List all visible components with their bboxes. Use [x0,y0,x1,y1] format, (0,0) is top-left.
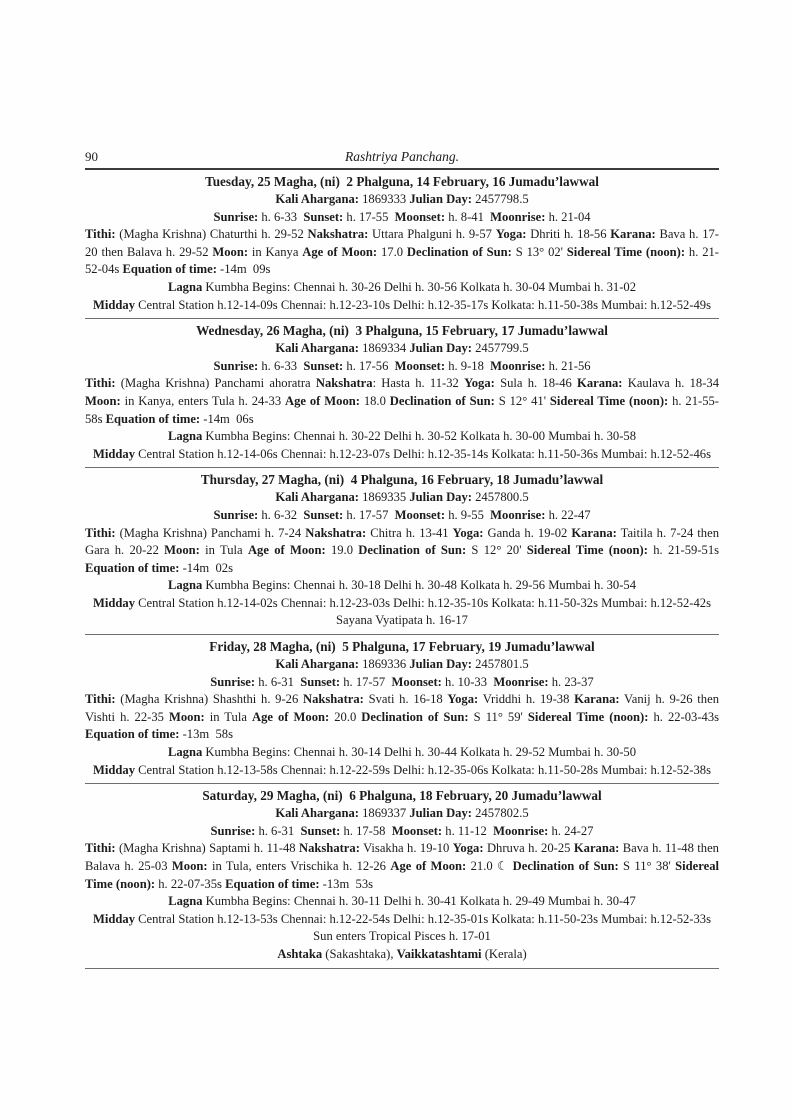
text-value: Central Station h.12-14-02s Chennai: h.12-23-03s Delhi: h.12-35-10s Kolkata: h.11-50-32s Mumbai: h.12-52-42s [135,595,711,610]
sunrise-sunset-line [85,823,719,841]
lagna-line [85,279,719,297]
text-value: Sayana Vyatipata h. 16-17 [336,613,468,628]
text-value: in Tula [204,709,252,724]
text-value: Vanij h. 9-26 then Vishti h. 22-35 [85,692,719,724]
bold-label: Karana: [577,376,623,391]
bold-label: Julian Day: [409,806,472,821]
bold-label: Tithi: [85,692,116,707]
text-value: in Tula [199,543,248,558]
bold-label: Equation of time: [85,727,180,742]
text-value: Chitra h. 13-41 [366,525,453,540]
bold-label: Julian Day: [409,490,472,505]
text-value: Vriddhi h. 19-38 [478,692,575,707]
bold-label: Julian Day: [409,192,472,206]
text-value: Kumbha Begins: Chennai h. 30-14 Delhi h. 30-44 Kolkata h. 29-52 Mumbai h. 30-50 [202,745,637,760]
text-value: S 11° 59' [468,709,528,724]
day-title: Wednesday, 26 Magha, (ni) 3 Phalguna, 15 February, 17 Jumadu’lawwal [196,323,608,339]
text-value: Central Station h.12-13-53s Chennai: h.12-22-54s Delhi: h.12-35-01s Kolkata: h.11-50-23s Mumbai: h.12-52-33s [135,911,711,926]
bold-label: Julian Day: [409,341,472,356]
bold-label: Kali Ahargana: [275,657,359,672]
bold-label: Sidereal Time (noon): [527,709,649,724]
text-value: Kumbha Begins: Chennai h. 30-22 Delhi h. 30-52 Kolkata h. 30-00 Mumbai h. 30-58 [202,429,637,444]
day-entry-tuesday-25-magha [85,170,719,319]
text-value: h. 9-18 [445,358,491,373]
bold-label: Age of Moon: [390,859,467,873]
text-value: Central Station h.12-13-58s Chennai: h.12-22-59s Delhi: h.12-35-06s Kolkata: h.11-50-28s Mumbai: h.12-52-38s [135,762,711,777]
bold-label: Kali Ahargana: [275,341,359,356]
bold-label: Yoga: [447,692,479,707]
bold-label: Age of Moon: [247,543,326,558]
bold-label: Sunset: [303,209,344,224]
page-number: 90 [85,149,98,164]
bold-label: Lagna [168,894,203,909]
text-value: (Sakashtaka), [322,946,397,961]
text-value: (Magha Krishna) Panchami ahoratra [115,376,316,391]
bold-label: Karana: [573,841,620,856]
text-value: 19.0 [325,543,359,558]
text-value: h. 6-31 [255,674,301,689]
day-title: Tuesday, 25 Magha, (ni) 2 Phalguna, 14 February, 16 Jumadu’lawwal [205,174,599,189]
text-value: h. 6-32 [258,507,304,522]
bold-label: Declination of Sun: [406,244,512,259]
bold-label: Declination of Sun: [358,543,467,558]
text-value: 2457801.5 [471,657,529,672]
sunrise-sunset-line [85,209,719,227]
text-value: h. 17-56 [343,358,395,373]
text-value: 2457799.5 [471,341,529,356]
bold-label: Age of Moon: [302,244,378,259]
bold-label: Kali Ahargana: [275,192,359,206]
bold-label: Sunset: [300,823,341,838]
bold-label: Sunrise: [213,358,259,373]
bold-label: Nakshatra: [305,525,367,540]
bold-label: Tithi: [85,525,116,540]
text-value: 1869333 [358,192,410,206]
text-value: 18.0 [359,393,390,408]
bold-label: Nakshatra [315,376,373,391]
text-value: : Hasta h. 11-32 [372,376,465,391]
text-value: h. 6-31 [255,823,301,838]
text-value: Uttara Phalguni h. 9-57 [368,227,496,242]
bold-label: Moonrise: [493,823,549,838]
midday-line [85,762,719,780]
text-value: h. 22-47 [545,507,591,522]
bold-label: Moonset: [394,358,446,373]
text-value: Dhruva h. 20-25 [483,841,574,856]
text-value: 21.0 ☾ [466,859,513,873]
bold-label: Moonset: [394,507,446,522]
bold-label: Declination of Sun: [389,393,495,408]
text-value: Central Station h.12-14-06s Chennai: h.12-23-07s Delhi: h.12-35-14s Kolkata: h.11-50-36s Mumbai: h.12-52-46s [135,446,711,461]
text-value: 1869334 [358,341,410,356]
bold-label: Tithi: [85,227,116,242]
bold-label: Midday [93,911,135,926]
text-value: h. 17-57 [340,674,392,689]
bold-label: Nakshatra: [307,227,369,242]
text-value: (Magha Krishna) Shashthi h. 9-26 [115,692,303,707]
bold-label: Yoga: [464,376,495,391]
bold-label: Midday [93,297,135,312]
text-value: Svati h. 16-18 [363,692,448,707]
text-value: 20.0 [329,709,362,724]
text-value: 1869337 [358,806,410,821]
bold-label: Nakshatra: [299,841,360,856]
text-value: 2457798.5 [471,192,529,206]
bold-label: Sunset: [303,507,344,522]
text-value: 2457800.5 [471,490,529,505]
bold-label: Midday [93,595,135,610]
text-value: h. 21-55-58s [85,393,719,426]
text-value: -14m 09s [216,262,271,277]
bold-label: Yoga: [452,841,484,856]
bold-label: Yoga: [495,227,527,242]
day-entry-thursday-27-magha [85,468,719,635]
lagna-line [85,577,719,595]
midday-line [85,911,719,929]
bold-label: Moon: [164,543,200,558]
text-value: Central Station h.12-14-09s Chennai: h.12-23-10s Delhi: h.12-35-17s Kolkata: h.11-50-38s Mumbai: h.12-52-49s [135,297,711,312]
text-value: h. 21-52-04s [85,244,720,277]
text-value: h. 17-58 [340,823,392,838]
bold-label: Sidereal Time (noon): [526,543,648,558]
day-entry-friday-28-magha [85,635,719,784]
bold-label: Declination of Sun: [512,859,619,873]
text-value: in Kanya, enters Tula h. 24-33 [120,393,286,408]
bold-label: Moonrise: [490,209,546,224]
bold-label: Moonrise: [490,358,546,373]
bold-label: Ashtaka [277,946,323,961]
text-value: Dhriti h. 18-56 [526,227,611,242]
bold-label: Vaikkatashtami [396,946,482,961]
tithi-paragraph [85,525,719,578]
text-value: h. 22-07-35s [155,876,226,891]
note-line-sayana-vyatipata [85,612,719,630]
text-value: (Kerala) [481,946,527,961]
bold-label: Moon: [85,393,121,408]
bold-label: Nakshatra: [302,692,364,707]
bold-label: Sunset: [300,674,341,689]
text-value: h. 24-27 [548,823,594,838]
text-value: Kaulava h. 18-34 [622,376,720,391]
page-header [85,149,719,170]
text-value: (Magha Krishna) Chaturthi h. 29-52 [115,227,308,242]
lagna-line [85,428,719,446]
text-value: in Kanya [248,244,303,259]
bold-label: Moon: [212,244,249,259]
text-value: h. 9-55 [445,507,491,522]
text-value: Sula h. 18-46 [494,376,578,391]
day-title: Friday, 28 Magha, (ni) 5 Phalguna, 17 February, 19 Jumadu’lawwal [209,639,595,655]
text-value: h. 11-12 [442,823,494,838]
note-line-sun-enters-pisces [85,928,719,946]
text-value: (Magha Krishna) Saptami h. 11-48 [115,841,300,856]
bold-label: Kali Ahargana: [275,806,359,821]
bold-label: Lagna [167,578,203,593]
bold-label: Sunrise: [210,674,256,689]
lagna-line [85,893,719,911]
kali-ahargana-line [85,489,719,507]
text-value: in Tula, enters Vrischika h. 12-26 [207,859,391,873]
text-value: h. 22-03-43s [648,709,720,724]
text-value: -13m 58s [179,727,233,742]
bold-label: Age of Moon: [285,393,360,408]
bold-label: Moonset: [394,209,446,224]
text-value: 17.0 [377,244,407,259]
bold-label: Moonrise: [493,674,549,689]
text-value: h. 6-33 [258,358,304,373]
lagna-line [85,744,719,762]
text-value: S 11° 38' [618,859,676,873]
text-value: Ganda h. 19-02 [483,525,572,540]
tithi-paragraph [85,691,719,744]
kali-ahargana-line [85,340,719,358]
tithi-paragraph [85,840,719,893]
bold-label: Midday [93,762,135,777]
text-value: Kumbha Begins: Chennai h. 30-26 Delhi h. 30-56 Kolkata h. 30-04 Mumbai h. 31-02 [202,279,637,294]
kali-ahargana-line [85,191,719,209]
text-value: -14m 06s [200,411,254,426]
text-value: 1869336 [358,657,410,672]
bold-label: Sidereal Time (noon): [549,393,669,408]
day-title: Saturday, 29 Magha, (ni) 6 Phalguna, 18 February, 20 Jumadu’lawwal [202,788,602,804]
midday-line [85,297,719,315]
text-value: Taitila h. 7-24 then Gara h. 20-22 [85,525,719,558]
page-title: Rashtriya Panchang. [345,149,459,164]
text-value: S 12° 41' [494,393,550,408]
bold-label: Karana: [571,525,617,540]
text-value: (Magha Krishna) Panchami h. 7-24 [115,525,306,540]
text-value: h. 10-33 [441,674,494,689]
text-value: h. 21-04 [545,209,591,224]
bold-label: Moon: [168,709,205,724]
sunrise-sunset-line [85,507,719,525]
text-value: Bava h. 17-20 then Balava h. 29-52 [85,227,719,259]
text-value: h. 17-57 [343,507,395,522]
midday-line [85,595,719,613]
bold-label: Equation of time: [122,262,217,277]
bold-label: Moonrise: [490,507,546,522]
text-value: Visakha h. 19-10 [359,841,453,856]
bold-label: Lagna [167,279,203,294]
bold-label: Sunrise: [213,507,259,522]
bold-label: Lagna [167,429,203,444]
day-entry-wednesday-26-magha [85,319,719,468]
bold-label: Declination of Sun: [361,709,469,724]
bold-label: Lagna [167,745,203,760]
bold-label: Kali Ahargana: [275,490,359,505]
text-value: -13m 53s [319,876,374,891]
bold-label: Julian Day: [409,657,472,672]
tithi-paragraph [85,375,719,428]
text-value: h. 6-33 [258,209,304,224]
text-value: Kumbha Begins: Chennai h. 30-18 Delhi h. 30-48 Kolkata h. 29-56 Mumbai h. 30-54 [202,578,637,593]
bold-label: Sidereal Time (noon): [566,244,686,259]
bold-label: Sunrise: [210,823,256,838]
text-value: -14m 02s [179,560,233,575]
bold-label: Sunset: [303,358,344,373]
text-value: S 12° 20' [466,543,527,558]
sunrise-sunset-line [85,674,719,692]
bold-label: Moonset: [391,823,443,838]
bold-label: Moonset: [391,674,442,689]
tithi-paragraph [85,226,719,279]
text-value: h. 17-55 [343,209,395,224]
text-value: Kumbha Begins: Chennai h. 30-11 Delhi h. 30-41 Kolkata h. 29-49 Mumbai h. 30-47 [202,894,636,909]
bold-label: Age of Moon: [251,709,330,724]
bold-label: Karana: [574,692,620,707]
midday-line [85,446,719,464]
bold-label: Equation of time: [85,560,180,575]
day-title: Thursday, 27 Magha, (ni) 4 Phalguna, 16 February, 18 Jumadu’lawwal [200,472,604,488]
text-value: Sun enters Tropical Pisces h. 17-01 [313,929,491,944]
bold-label: Sunrise: [213,209,259,224]
sunrise-sunset-line [85,358,719,376]
bold-label: Moon: [171,859,208,873]
note-line-festivals [85,946,719,964]
bold-label: Tithi: [85,841,116,856]
text-value: 1869335 [358,490,410,505]
day-entry-saturday-29-magha [85,784,719,968]
bold-label: Equation of time: [225,876,320,891]
bold-label: Sidereal Time (noon): [85,859,720,891]
text-value: Bava h. 11-48 then Balava h. 25-03 [85,841,719,873]
kali-ahargana-line [85,805,719,823]
text-value: 2457802.5 [471,806,529,821]
text-value: h. 8-41 [445,209,491,224]
bold-label: Karana: [610,227,656,242]
kali-ahargana-line [85,656,719,674]
bold-label: Yoga: [452,525,484,540]
bold-label: Equation of time: [105,411,201,426]
text-value: h. 21-56 [545,358,591,373]
text-value: h. 23-37 [548,674,594,689]
text-value: h. 21-59-51s [647,543,720,558]
page-content [85,149,719,969]
bold-label: Tithi: [85,376,116,391]
text-value: S 13° 02' [511,244,567,259]
bold-label: Midday [93,446,135,461]
